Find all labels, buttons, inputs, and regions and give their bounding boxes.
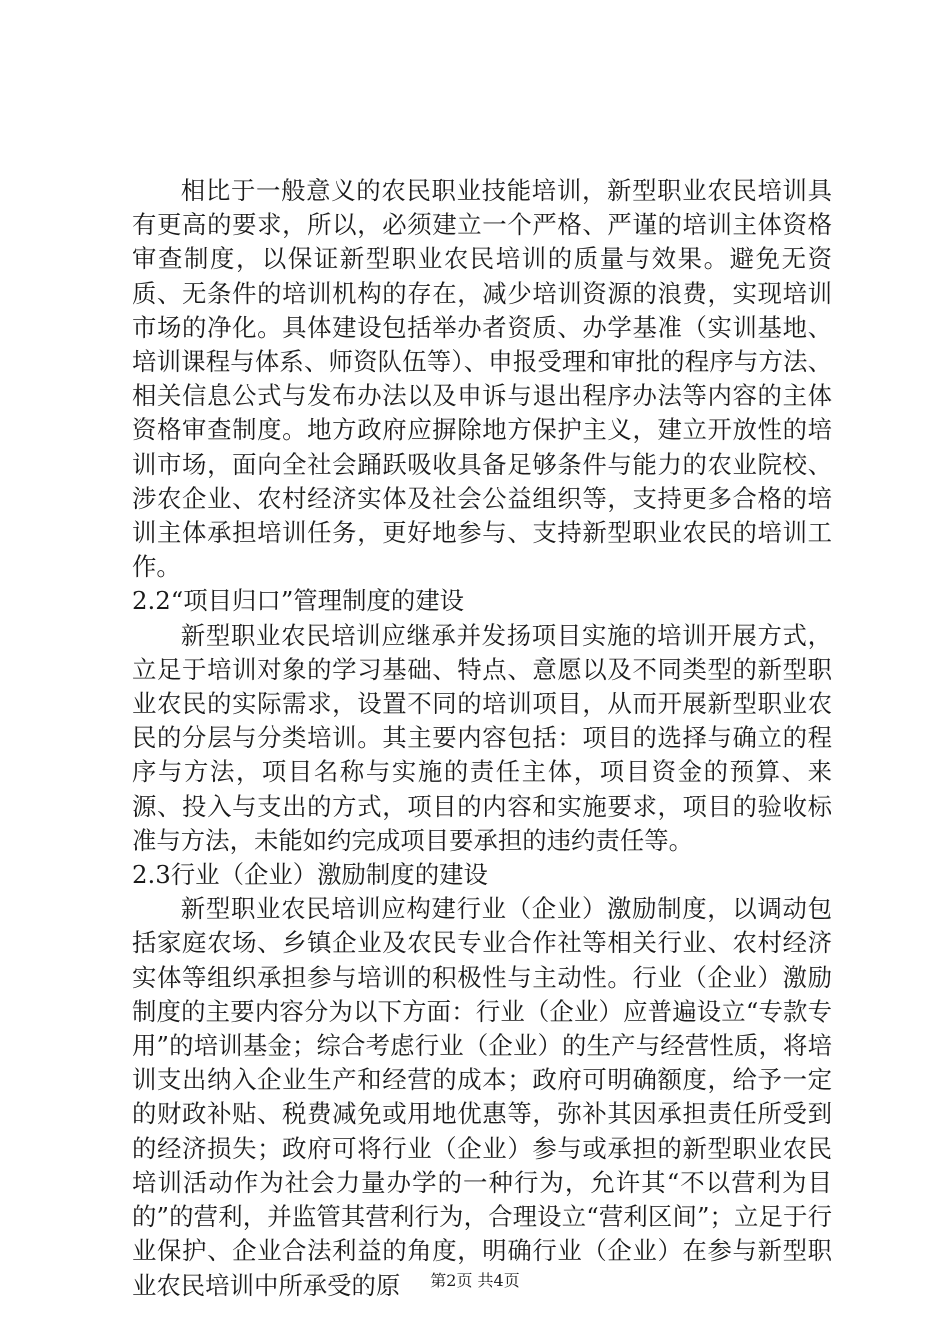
section-heading-2-3: 2.3行业（企业）激励制度的建设 (132, 860, 488, 890)
section-heading-2-2: 2.2“项目归口”管理制度的建设 (132, 586, 465, 616)
body-paragraph: 相比于一般意义的农民职业技能培训，新型职业农民培训具有更高的要求，所以，必须建立一个严格、严谨的培训主体资格审查制度，以保证新型职业农民培训的质量与效果。避免无资质、无条件的培训机构的存在，减少培训资源的浪费，实现培训市场的净化。具体建设包括举办者资质、办学基准（实训基地、培训课程与体系、师资队伍等）、申报受理和审批的程序与方法、相关信息公式与发布办法以及申诉与退出程序办法等内容的主体资格审查制度。地方政府应摒除地方保护主义，建立开放性的培训市场，面向全社会踊跃吸收具备足够条件与能力的农业院校、涉农企业、农村经济实体及社会公益组织等，支持更多合格的培训主体承担培训任务，更好地参与、支持新型职业农民的培训工作。 (132, 176, 832, 582)
document-body (132, 174, 832, 1303)
body-paragraph: 新型职业农民培训应继承并发扬项目实施的培训开展方式，立足于培训对象的学习基础、特点、意愿以及不同类型的新型职业农民的实际需求，设置不同的培训项目，从而开展新型职业农民的分层与分类培训。其主要内容包括：项目的选择与确立的程序与方法，项目名称与实施的责任主体，项目资金的预算、来源、投入与支出的方式，项目的内容和实施要求，项目的验收标准与方法，未能如约完成项目要承担的违约责任等。 (132, 620, 832, 855)
page-footer: 第2页 共4页 (430, 1271, 520, 1290)
body-paragraph: 新型职业农民培训应构建行业（企业）激励制度，以调动包括家庭农场、乡镇企业及农民专业合作社等相关行业、农村经济实体等组织承担参与培训的积极性与主动性。行业（企业）激励制度的主要内容分为以下方面：行业（企业）应普遍设立“专款专用”的培训基金；综合考虑行业（企业）的生产与经营性质，将培训支出纳入企业生产和经营的成本；政府可明确额度，给予一定的财政补贴、税费减免或用地优惠等，弥补其因承担责任所受到的经济损失；政府可将行业（企业）参与或承担的新型职业农民培训活动作为社会力量办学的一种行为，允许其“不以营利为目的”的营利，并监管其营利行为，合理设立“营利区间”；立足于行业保护、企业合法利益的角度，明确行业（企业）在参与新型职业农民培训中所承受的原 (132, 894, 832, 1300)
